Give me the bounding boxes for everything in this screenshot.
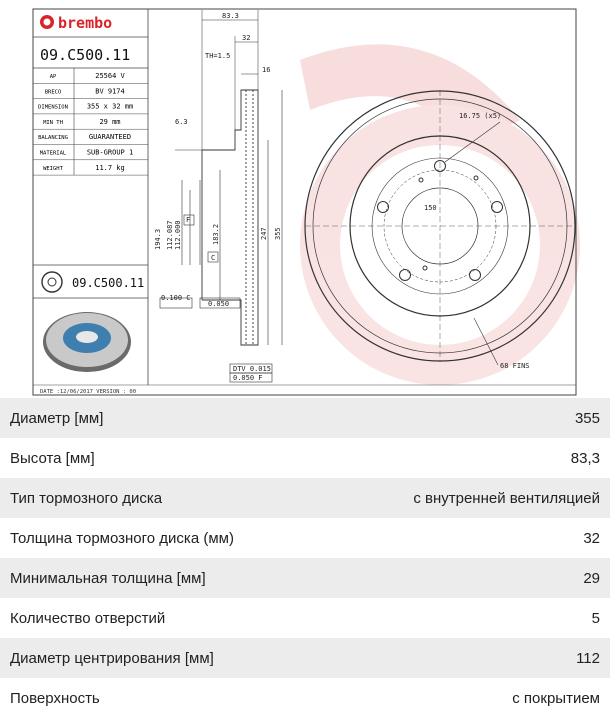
dim-355: 355 bbox=[274, 227, 282, 240]
dim-247: 247 bbox=[260, 227, 268, 240]
spec-value: 29 mm bbox=[99, 117, 121, 126]
dim-th: TH=1.5 bbox=[205, 52, 231, 60]
spec-label: MATERIAL bbox=[39, 150, 67, 157]
disc-small-icon bbox=[42, 272, 62, 292]
spec-row bbox=[0, 638, 610, 678]
spec-label: AP bbox=[49, 74, 57, 80]
date-line: DATE :12/06/2017 VERSION : 00 bbox=[40, 389, 137, 395]
spec-label: MIN TH bbox=[43, 119, 63, 126]
spec-row bbox=[0, 558, 610, 598]
spec-row-value: 5 bbox=[591, 609, 600, 627]
spec-label: DIMENSION bbox=[38, 104, 68, 111]
spec-row bbox=[0, 678, 610, 718]
tol-3: 0.050 F bbox=[233, 374, 263, 382]
dim-height: 83.3 bbox=[222, 12, 239, 20]
dim-183-2: 183.2 bbox=[212, 223, 220, 245]
spec-row-value: 112 bbox=[576, 649, 600, 667]
spec-value: GUARANTEED bbox=[88, 133, 132, 142]
dim-thickness: 32 bbox=[242, 34, 251, 42]
dtv-label: DTV 0.015 bbox=[233, 365, 271, 373]
spec-row bbox=[0, 478, 610, 518]
spec-row-value: 32 bbox=[583, 529, 600, 547]
ref-c: C bbox=[211, 254, 216, 262]
spec-row bbox=[0, 398, 610, 438]
spec-row bbox=[0, 438, 610, 478]
dim-pcd: 150 bbox=[424, 204, 437, 212]
spec-row-label: Толщина тормозного диска (мм) bbox=[10, 529, 234, 547]
spec-row-value: с покрытием bbox=[512, 689, 600, 707]
spec-list bbox=[38, 72, 133, 172]
spec-row-value: 355 bbox=[574, 409, 600, 427]
spec-label: WEIGHT bbox=[43, 165, 63, 172]
spec-row-label: Тип тормозного диска bbox=[10, 489, 163, 507]
tol-1: 0.100 C bbox=[161, 294, 191, 302]
spec-value: 25564 V bbox=[95, 72, 125, 80]
spec-row-value: 29 bbox=[583, 569, 600, 587]
spec-row bbox=[0, 598, 610, 638]
spec-row-label: Диаметр центрирования [мм] bbox=[10, 649, 214, 667]
spec-label: BRECO bbox=[44, 89, 62, 96]
spec-value: BV 9174 bbox=[95, 87, 125, 96]
spec-row-label: Количество отверстий bbox=[10, 609, 166, 627]
spec-row-value: с внутренней вентиляцией bbox=[413, 489, 600, 507]
spec-table bbox=[0, 398, 610, 718]
spec-value: 11.7 kg bbox=[95, 163, 125, 172]
spec-row-label: Высота [мм] bbox=[10, 449, 95, 467]
dim-112-000: 112.000 bbox=[174, 220, 182, 250]
spec-row-label: Диаметр [мм] bbox=[10, 409, 104, 427]
disc-photo bbox=[43, 312, 131, 372]
spec-row bbox=[0, 518, 610, 558]
tol-2: 0.050 bbox=[208, 300, 230, 308]
brembo-logo bbox=[40, 14, 112, 32]
ref-f: F bbox=[186, 216, 191, 224]
dim-6-3: 6.3 bbox=[175, 118, 188, 126]
part-number-small: 09.C500.11 bbox=[72, 276, 145, 290]
part-number: 09.C500.11 bbox=[40, 46, 131, 64]
spec-row-label: Поверхность bbox=[10, 689, 100, 707]
spec-label: BALANCING bbox=[38, 135, 68, 142]
brand-name: brembo bbox=[58, 14, 113, 32]
spec-value: 355 x 32 mm bbox=[86, 102, 134, 111]
dim-fins: 68 FINS bbox=[500, 362, 530, 370]
spec-value: SUB-GROUP 1 bbox=[86, 148, 134, 157]
spec-row-value: 83,3 bbox=[570, 449, 600, 467]
dim-holes: 16.75 (x5) bbox=[459, 112, 502, 120]
spec-row-label: Минимальная толщина [мм] bbox=[10, 569, 206, 587]
dim-112-087: 112.087 bbox=[166, 220, 174, 250]
dim-16: 16 bbox=[262, 66, 271, 74]
dim-194-3: 194.3 bbox=[154, 228, 162, 250]
